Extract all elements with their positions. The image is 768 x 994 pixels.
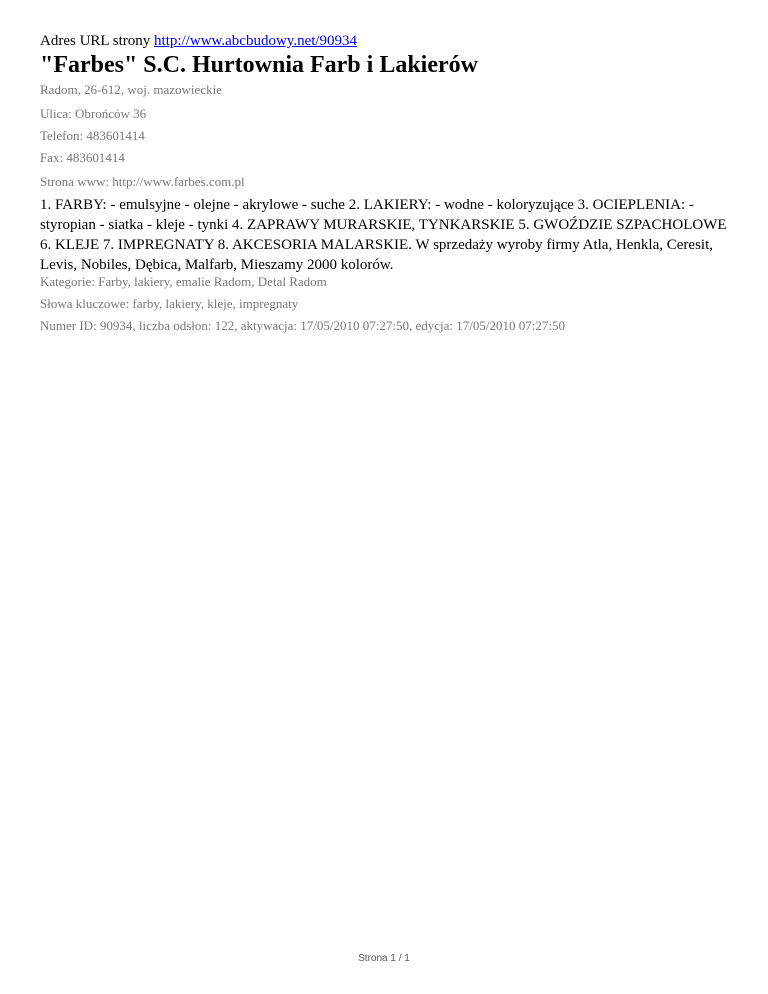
keywords-line: Słowa kluczowe: farby, lakiery, kleje, impregnaty bbox=[40, 296, 299, 311]
record-info-line: Numer ID: 90934, liczba odsłon: 122, aktywacja: 17/05/2010 07:27:50, edycja: 17/05/2010 07:27:50 bbox=[40, 318, 565, 333]
company-name: "Farbes" S.C. Hurtownia Farb i Lakierów bbox=[40, 52, 478, 78]
page-url-link[interactable]: http://www.abcbudowy.net/90934 bbox=[154, 33, 358, 49]
company-location: Radom, 26-612, woj. mazowieckie bbox=[40, 82, 222, 97]
company-phone: Telefon: 483601414 bbox=[40, 128, 145, 143]
url-line bbox=[40, 33, 357, 50]
page-number-footer: Strona 1 / 1 bbox=[358, 953, 410, 964]
company-fax: Fax: 483601414 bbox=[40, 150, 125, 165]
url-prefix: Adres URL strony bbox=[40, 33, 151, 49]
company-description: 1. FARBY: - emulsyjne - olejne - akrylowe - suche 2. LAKIERY: - wodne - koloryzujące 3. OCIEPLENIA: - styropian - siatka - kleje - tynki 4. ZAPRAWY MURARSKIE, TYNKARSKIE 5. GWOŹDZIE SZPACHOLOWE 6. KLEJE 7. IMPREGNATY 8. AKCESORIA MALARSKIE. W sprzedaży wyroby firmy Atla, Henkla, Ceresit, Levis, Nobiles, Dębica, Malfarb, Mieszamy 2000 kolorów. bbox=[40, 197, 727, 273]
company-street: Ulica: Obrońców 36 bbox=[40, 106, 147, 121]
company-website: Strona www: http://www.farbes.com.pl bbox=[40, 174, 245, 189]
categories-line: Kategorie: Farby, lakiery, emalie Radom, Detal Radom bbox=[40, 274, 327, 289]
